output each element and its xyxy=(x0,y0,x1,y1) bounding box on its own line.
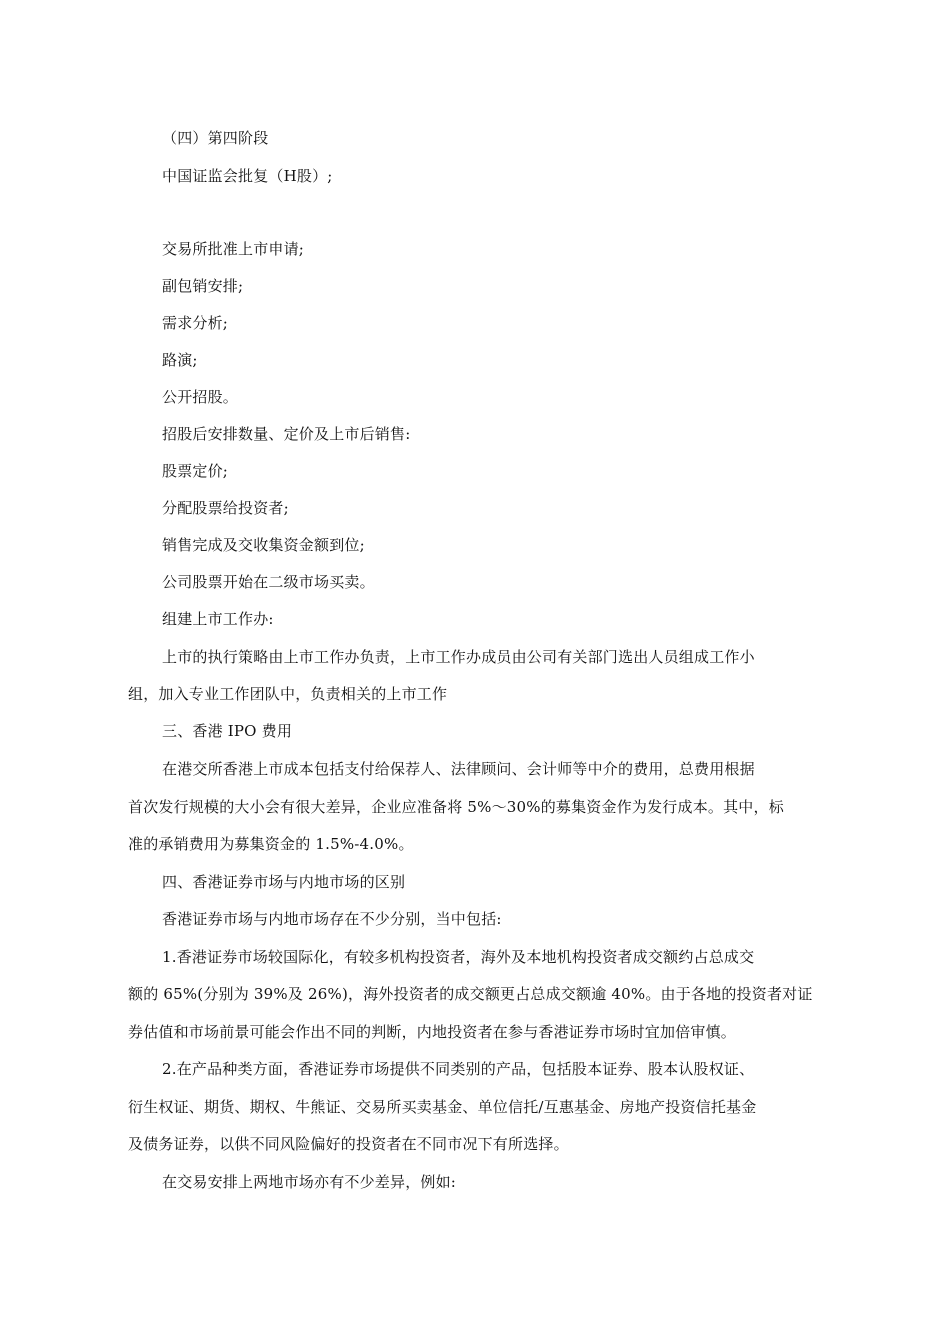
paragraph-line: 及债务证券，以供不同风险偏好的投资者在不同市况下有所选择。 xyxy=(128,1135,569,1153)
text-line: 销售完成及交收集资金额到位; xyxy=(162,536,365,554)
text-line: 公司股票开始在二级市场买卖。 xyxy=(162,573,375,591)
paragraph-line: 2.在产品种类方面，香港证券市场提供不同类别的产品，包括股本证券、股本认股权证、 xyxy=(162,1060,755,1078)
text-line: 股票定价; xyxy=(162,462,229,480)
text-line: 组建上市工作办: xyxy=(162,610,274,628)
section-heading: 三、香港 IPO 费用 xyxy=(162,722,293,740)
paragraph-line: 香港证券市场与内地市场存在不少分别，当中包括: xyxy=(162,910,502,928)
section-heading: 四、香港证券市场与内地市场的区别 xyxy=(162,873,406,891)
paragraph-line: 在交易安排上两地市场亦有不少差异，例如: xyxy=(162,1173,457,1191)
text-line: 中国证监会批复（H股）; xyxy=(162,167,333,185)
section-heading: （四）第四阶段 xyxy=(162,129,269,147)
text-line: 分配股票给投资者; xyxy=(162,499,289,517)
paragraph-line: 1.香港证券市场较国际化，有较多机构投资者，海外及本地机构投资者成交额约占总成交 xyxy=(162,948,755,966)
paragraph-line: 额的 65%(分别为 39%及 26%)，海外投资者的成交额更占总成交额逾 40%。由于各地的投资者对证 xyxy=(128,985,813,1003)
text-line: 路演; xyxy=(162,351,198,369)
text-line: 副包销安排; xyxy=(162,277,244,295)
text-line: 招股后安排数量、定价及上市后销售: xyxy=(162,425,411,443)
text-line: 交易所批准上市申请; xyxy=(162,240,305,258)
paragraph-line: 券估值和市场前景可能会作出不同的判断，内地投资者在参与香港证券市场时宜加倍审慎。 xyxy=(128,1023,737,1041)
paragraph-line: 在港交所香港上市成本包括支付给保荐人、法律顾问、会计师等中介的费用，总费用根据 xyxy=(162,760,755,778)
paragraph-line: 衍生权证、期货、期权、牛熊证、交易所买卖基金、单位信托/互惠基金、房地产投资信托基金 xyxy=(128,1098,757,1116)
paragraph-line: 首次发行规模的大小会有很大差异，企业应准备将 5%～30%的募集资金作为发行成本。其中，标 xyxy=(128,798,784,816)
paragraph-line: 上市的执行策略由上市工作办负责，上市工作办成员由公司有关部门选出人员组成工作小 xyxy=(162,648,755,666)
paragraph-line: 组，加入专业工作团队中，负责相关的上市工作 xyxy=(128,685,448,703)
paragraph-line: 准的承销费用为募集资金的 1.5%-4.0%。 xyxy=(128,835,414,853)
text-line: 需求分析; xyxy=(162,314,229,332)
text-line: 公开招股。 xyxy=(162,388,239,406)
